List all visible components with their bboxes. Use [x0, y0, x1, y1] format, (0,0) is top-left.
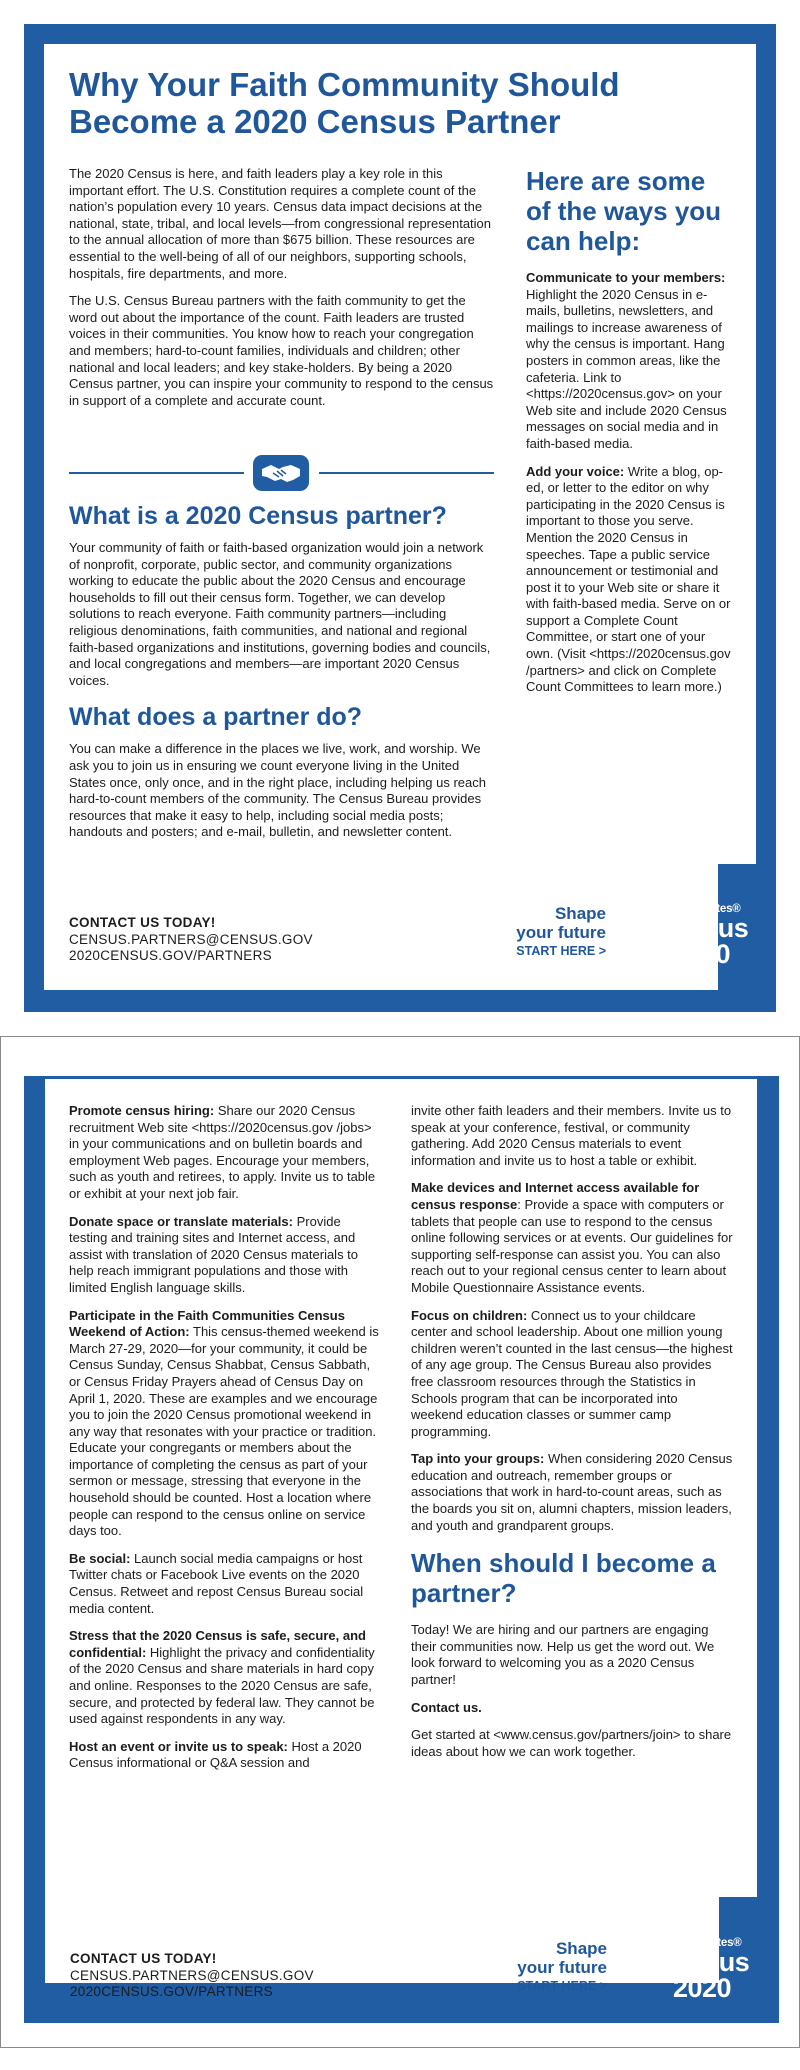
item-body: Highlight the privacy and confidentiality of the 2020 Census and share materials in hard copy and online. Responses to the 2020 Census are safe, secure, and protected by federal law. They cannot be used against respondents in any way.	[69, 1644, 375, 1727]
intro-column	[69, 166, 496, 420]
item-lead: Host an event or invite us to speak:	[69, 1738, 288, 1754]
shape-line-2: your future	[516, 923, 606, 942]
contact-heading: CONTACT US TODAY!	[70, 1951, 217, 1966]
list-item	[69, 1628, 379, 1728]
item-body: : Provide a space with computers or tablets that people can use to respond to the census online following services or at events. Our guidelines for supporting self-response can assist you. You can also reach out to your regional census center to learn about Mobile Questionnaire Assistance events.	[411, 1196, 733, 1295]
what-is-body: Your community of faith or faith-based organization would join a network of nonprofit, corporate, public sector, and community organizations working to educate the public about the 2020 Census and encourage households to fill out their census form. Together, we can develop solutions to reach everyone. Faith community partners—including religious denominations, faith communities, and national and regional faith-based organizations and institutions, governing bodies and councils, and local congregations and members—are important 2020 Census voices.	[69, 540, 491, 688]
item-lead: Promote census hiring:	[69, 1103, 215, 1118]
start-here-link[interactable]: START HERE >	[517, 1979, 607, 1993]
item-lead: Make devices and Internet access available for census response	[411, 1180, 700, 1212]
partner-section	[69, 502, 496, 852]
contact-block	[70, 1951, 314, 2001]
left-column	[69, 1103, 379, 1783]
item-lead: Communicate to your members:	[526, 270, 726, 285]
list-item	[411, 1180, 733, 1296]
section-heading-what-is: What is a 2020 Census partner?	[69, 502, 447, 530]
shape-your-future	[501, 1939, 607, 1995]
start-here-link[interactable]: START HERE >	[516, 944, 606, 958]
right-column	[411, 1103, 733, 1771]
intro-paragraph-1: The 2020 Census is here, and faith leaders play a key role in this important effort. The U.S. Constitution requires a complete count of the nation’s population every 10 years. Census data impact decisions at the national, state, tribal, and local levels—from congressional representation to the annual allocation of more than $675 billion. These resources are essential to the well-being of all of our neighbors, supporting schools, hospitals, fire departments, and more.	[69, 166, 492, 281]
get-started-text: Get started at <www.census.gov/partners/join> to share ideas about how we can work together.	[411, 1727, 732, 1759]
ways-item	[526, 464, 734, 696]
contact-us-label: Contact us.	[411, 1699, 482, 1715]
ways-column	[526, 166, 734, 707]
list-item	[69, 1551, 379, 1617]
section-heading-when: When should I become a partner?	[411, 1548, 716, 1609]
page-title: Why Your Faith Community Should Become a 2020 Census Partner	[69, 66, 620, 140]
shape-your-future	[500, 904, 606, 960]
item-lead: Donate space or translate materials:	[69, 1213, 293, 1229]
item-lead: Be social:	[69, 1550, 131, 1566]
item-body: This census-themed weekend is March 27-29, 2020—for your community, it could be Census Sunday, Census Shabbat, Census Sabbath, or Census Friday Prayers ahead of Census Day on April 1, 2020. These are examples and we encourage you to join the 2020 Census promotional weekend in any way that resonates with your practice or tradition. Educate your congregants or members about the importance of completing the census as part of your sermon or message, stressing that everyone in the household should be counted. Host a location where people can respond to the census online on service days too.	[69, 1324, 379, 1539]
list-item	[411, 1308, 733, 1441]
logo-census: Census	[653, 913, 749, 943]
when-body: Today! We are hiring and our partners are engaging their communities now. Help us get the word out. We look forward to welcoming you as a 2020 Census partner!	[411, 1622, 715, 1688]
contact-heading: CONTACT US TODAY!	[69, 915, 216, 930]
page-1	[0, 0, 800, 1012]
logo-year: 2020	[671, 939, 731, 969]
contact-email[interactable]: CENSUS.PARTNERS@CENSUS.GOV	[69, 931, 313, 947]
census-logo	[636, 903, 766, 967]
contact-url[interactable]: 2020CENSUS.GOV/PARTNERS	[70, 1984, 273, 1999]
page-2	[0, 1036, 800, 2048]
item-body: Write a blog, op-ed, or letter to the editor on why participating in the 2020 Census is important to those you serve. Mention the 2020 Census in speeches. Tape a public service announcement or testimonial and post it to your Web site or share it with faith-based media. Serve on or support a Complete Count Committee, or start one of your own. (Visit <https://2020census.gov /partners> and click on Complete Count Committees to learn more.)	[526, 463, 731, 695]
ways-item	[526, 270, 734, 453]
list-item	[69, 1214, 379, 1297]
contact-label	[411, 1700, 733, 1717]
contact-url[interactable]: 2020CENSUS.GOV/PARTNERS	[69, 948, 272, 963]
contact-block	[69, 915, 313, 965]
item-body: Share our 2020 Census recruitment Web site <https://2020census.gov /jobs> in your communications and on bulletin boards and employment Web pages. Encourage your members, such as youth and retirees, to apply. Invite us to table or exhibit at your next job fair.	[69, 1103, 376, 1201]
item-lead: Stress that the 2020 Census is safe, secure, and confidential:	[69, 1628, 366, 1660]
section-heading-what-does: What does a partner do?	[69, 703, 363, 732]
logo-us: United States®	[661, 903, 741, 915]
logo-census: Census	[654, 1947, 750, 1977]
item-lead: Tap into your groups:	[411, 1451, 545, 1467]
item-body: Connect us to your childcare center and school leadership. About one million young children weren’t counted in the last census—the highest of any age group. The Census Bureau also provides free classroom resources through the Statistics in Schools program that can be incorporated into weekend education classes or summer camp programming.	[411, 1307, 733, 1439]
item-lead: Focus on children:	[411, 1307, 528, 1323]
shape-line-2: your future	[517, 1958, 607, 1977]
item-body: When considering 2020 Census education and outreach, remember groups or associations that work in hard-to-count areas, such as the boards you sit on, alumni chapters, mission leaders, and youth and grandparent groups.	[411, 1451, 733, 1533]
section-divider	[69, 455, 494, 491]
item-lead: Add your voice:	[526, 463, 625, 479]
divider-line	[319, 472, 494, 474]
item-lead: Participate in the Faith Communities Census Weekend of Action:	[69, 1307, 345, 1340]
list-item	[69, 1739, 379, 1772]
logo-us: United States®	[662, 1937, 742, 1949]
shape-line-1: Shape	[555, 1939, 607, 1958]
what-does-body: You can make a difference in the places we live, work, and worship. We ask you to join us in ensuring we count everyone living in the United States once, only once, and in the right place, including helping us reach hard-to-count members of the community. The Census Bureau provides resources that make it easy to help, including social media posts; handouts and posters; and e-mail, bulletin, and newsletter content.	[69, 741, 486, 840]
handshake-icon	[253, 455, 309, 491]
item-body: Host a 2020 Census informational or Q&A session and	[69, 1738, 362, 1771]
shape-line-1: Shape	[554, 904, 606, 923]
intro-paragraph-2: The U.S. Census Bureau partners with the faith community to get the word out about the importance of the count. Faith leaders are trusted voices in their communities. You know how to reach your congregation and members; hard-to-count families, individuals and children; other national and local leaders; and key stake-holders. By being a 2020 Census partner, you can inspire your community to respond to the census in support of a complete and accurate count.	[69, 293, 494, 408]
item-body: Provide testing and training sites and Internet access, and assist with translation of 2020 Census materials to help reach immigrant populations and those with limited English language skills.	[69, 1213, 359, 1295]
item-body: Launch social media campaigns or host Twitter chats or Facebook Live events on the 2020 Census. Retweet and repost Census Bureau social media content.	[69, 1550, 364, 1616]
list-item	[411, 1451, 733, 1534]
continued-text: invite other faith leaders and their members. Invite us to speak at your conference, festival, or community gathering. Add 2020 Census materials to event information and invite us to host a table or exhibit.	[411, 1103, 732, 1168]
ways-heading: Here are some of the ways you can help:	[526, 166, 722, 256]
list-item	[69, 1103, 379, 1203]
divider-line	[69, 472, 244, 474]
list-item	[69, 1308, 379, 1540]
contact-email[interactable]: CENSUS.PARTNERS@CENSUS.GOV	[70, 1967, 314, 1983]
logo-year: 2020	[672, 1973, 732, 2003]
census-logo	[637, 1937, 767, 2001]
item-body: Highlight the 2020 Census in e-mails, bulletins, newsletters, and mailings to increase awareness of why the census is important. Hang posters in common areas, like the cafeteria. Link to <https://2020census.gov> on your Web site and include 2020 Census messages on social media and in faith-based media.	[526, 286, 727, 451]
